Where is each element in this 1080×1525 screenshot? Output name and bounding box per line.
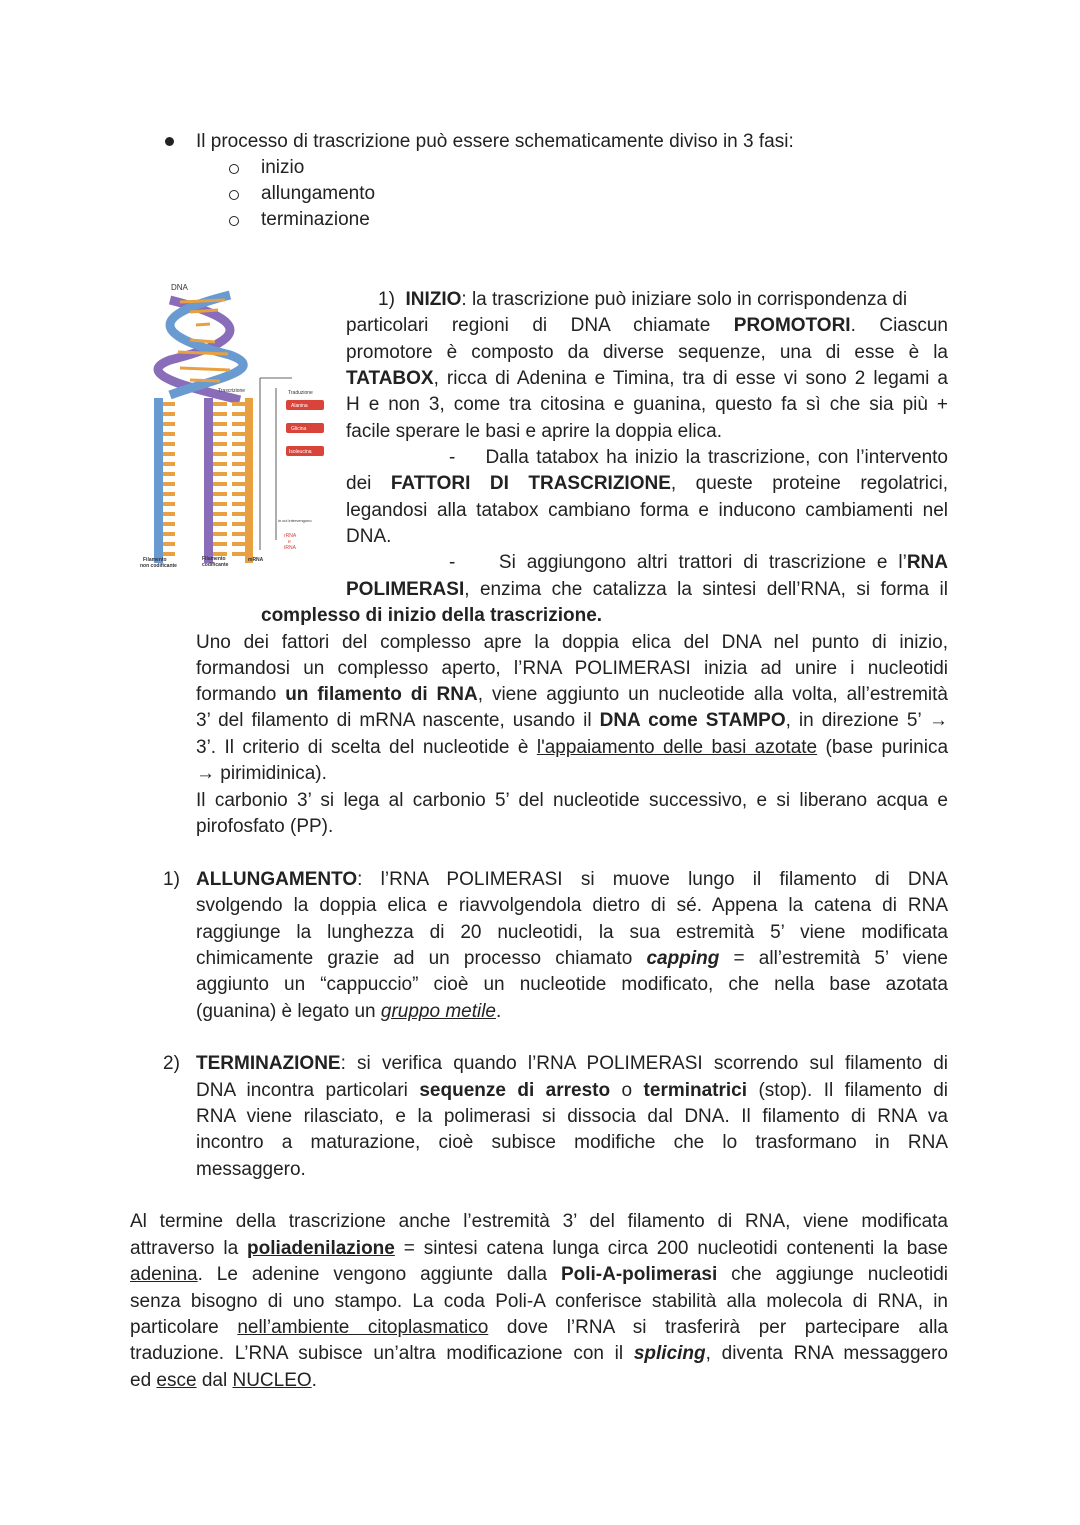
paragraph-line: chimicamente grazie ad un processo chiamato capping = all’estremità 5’ viene	[196, 948, 948, 969]
figure-label-rrna: rRNA	[284, 533, 297, 539]
figure-label-dna: DNA	[171, 283, 188, 292]
paragraph-line: 3’. Il criterio di scelta del nucleotide è l'appaiamento delle basi azotate (base purinica	[196, 737, 949, 758]
figure-label-interv: in cui intervengono	[278, 518, 312, 523]
paragraph-line: - Si aggiungono altri trattori di trascrizione e l’RNA	[449, 552, 948, 573]
figure-label-trna: tRNA	[284, 545, 296, 551]
paragraph-line: pirofosfato (PP).	[196, 816, 334, 837]
bullet-dot	[165, 137, 174, 146]
paragraph-line: TATABOX, ricca di Adenina e Timina, tra di esse vi sono 2 legami a	[346, 368, 948, 389]
paragraph-line: POLIMERASI, enzima che catalizza la sintesi dell’RNA, si forma il	[346, 579, 948, 600]
paragraph-line: H e non 3, come tra citosina e guanina, questo fa sì che sia più +	[346, 394, 948, 415]
sub-bullet-circle	[229, 164, 239, 174]
paragraph-line: DNA incontra particolari sequenze di arresto o terminatrici (stop). Il filamento di	[196, 1080, 948, 1101]
paragraph-line: facile sperare le basi e aprire la doppia elica.	[346, 421, 722, 442]
paragraph-line: - Dalla tatabox ha inizio la trascrizione, con l’intervento	[449, 447, 948, 468]
terminazione-heading: TERMINAZIONE: si verifica quando l’RNA POLIMERASI scorrendo sul filamento di	[196, 1053, 948, 1074]
paragraph-line: aggiunto un “cappuccio” cioè un nucleotide modificato, che nella base azotata	[196, 974, 948, 995]
paragraph-line: Al termine della trascrizione anche l’estremità 3’ del filamento di RNA, viene modificata	[130, 1211, 948, 1232]
paragraph-line: → pirimidinica).	[196, 763, 327, 784]
mrna-strand	[245, 398, 253, 563]
paragraph-line: svolgendo la doppia elica e riavvolgendola dietro di sé. Appena la catena di RNA	[196, 895, 948, 916]
paragraph-line: legandosi alla tatabox cambiano forma e inducono cambiamenti nel	[346, 500, 948, 521]
paragraph-line: attraverso la poliadenilazione = sintesi catena lunga circa 200 nucleotidi contenenti la base	[130, 1238, 948, 1259]
paragraph-line: Uno dei fattori del complesso apre la doppia elica del DNA nel punto di inizio,	[196, 632, 948, 653]
coding-strand	[204, 398, 213, 563]
paragraph-line: particolari regioni di DNA chiamate PROMOTORI. Ciascun	[346, 315, 948, 336]
paragraph-line: adenina. Le adenine vengono aggiunte dalla Poli-A-polimerasi che aggiunge nucleotidi	[130, 1264, 948, 1285]
sub-bullet-circle	[229, 216, 239, 226]
paragraph-line: ed esce dal NUCLEO.	[130, 1370, 317, 1391]
sub-bullet-circle	[229, 190, 239, 200]
paragraph-line: formando un filamento di RNA, viene aggiunto un nucleotide alla volta, all’estremità	[196, 684, 948, 705]
paragraph-line: formandosi un complesso aperto, l’RNA POLIMERASI inizia ad unire i nucleotidi	[196, 658, 948, 679]
mrna-bases	[232, 402, 245, 556]
paragraph-line: 3’ del filamento di mRNA nascente, usando il DNA come STAMPO, in direzione 5’ →	[196, 710, 948, 731]
non-coding-strand	[154, 398, 163, 563]
paragraph-line: raggiunge la lunghezza di 20 nucleotidi, la sua estremità 5’ viene modificata	[196, 922, 948, 943]
paragraph-line: Il carbonio 3’ si lega al carbonio 5’ del nucleotide successivo, e si liberano acqua e	[196, 790, 948, 811]
figure-label-noncoding-2: non codificante	[140, 563, 177, 569]
figure-label-noncoding: Filamento	[143, 557, 167, 563]
paragraph-line: DNA.	[346, 526, 392, 547]
figure-label-e: e	[288, 539, 291, 545]
phase-item: terminazione	[261, 209, 370, 230]
paragraph-line: senza bisogno di uno stampo. La coda Poli-A conferisce stabilità alla molecola di RNA, in	[130, 1291, 948, 1312]
figure-label-coding-2: codificante	[202, 562, 229, 568]
list-number: 2)	[163, 1053, 180, 1074]
paragraph-line: dei FATTORI DI TRASCRIZIONE, queste proteine regolatrici,	[346, 473, 948, 494]
allungamento-heading: ALLUNGAMENTO: l’RNA POLIMERASI si muove lungo il filamento di DNA	[196, 869, 948, 890]
phase-item: inizio	[261, 157, 305, 178]
list-number: 1)	[163, 869, 180, 890]
paragraph-line: particolare nell’ambiente citoplasmatico dove l’RNA si trasferirà per partecipare alla	[130, 1317, 949, 1338]
amino-acid-boxes	[286, 400, 324, 456]
figure-label-mrna: mRNA	[248, 557, 264, 563]
figure-label-coding: Filamento	[202, 556, 226, 562]
figure-label-trascrizione: Trascrizione	[218, 388, 246, 394]
amino-label: Glicina	[291, 426, 307, 432]
coding-bases	[213, 402, 227, 556]
dna-transcription-diagram	[140, 280, 340, 580]
inizio-heading: 1) INIZIO: la trascrizione può iniziare solo in corrispondenza di	[378, 289, 908, 310]
intro-text: Il processo di trascrizione può essere schematicamente diviso in 3 fasi:	[196, 131, 794, 152]
paragraph-line: messaggero.	[196, 1159, 306, 1180]
paragraph-line: incontro a maturazione, cioè subisce modifiche che lo trasformano in RNA	[196, 1132, 948, 1153]
non-coding-bases	[163, 402, 175, 556]
amino-label: Isoleucina	[289, 449, 312, 455]
paragraph-line: complesso di inizio della trascrizione.	[261, 605, 603, 626]
figure-label-traduzione: Traduzione	[288, 390, 313, 396]
paragraph-line: traduzione. L’RNA subisce un’altra modificazione con il splicing, diventa RNA messaggero	[130, 1343, 948, 1364]
paragraph-line: RNA viene rilasciato, e la polimerasi si dissocia dal DNA. Il filamento di RNA va	[196, 1106, 948, 1127]
amino-label: Alanina	[291, 403, 308, 409]
paragraph-line: promotore è composto da diverse sequenze, una di esse è la	[346, 342, 948, 363]
paragraph-line: (guanina) è legato un gruppo metile.	[196, 1001, 502, 1022]
phase-item: allungamento	[261, 183, 376, 204]
